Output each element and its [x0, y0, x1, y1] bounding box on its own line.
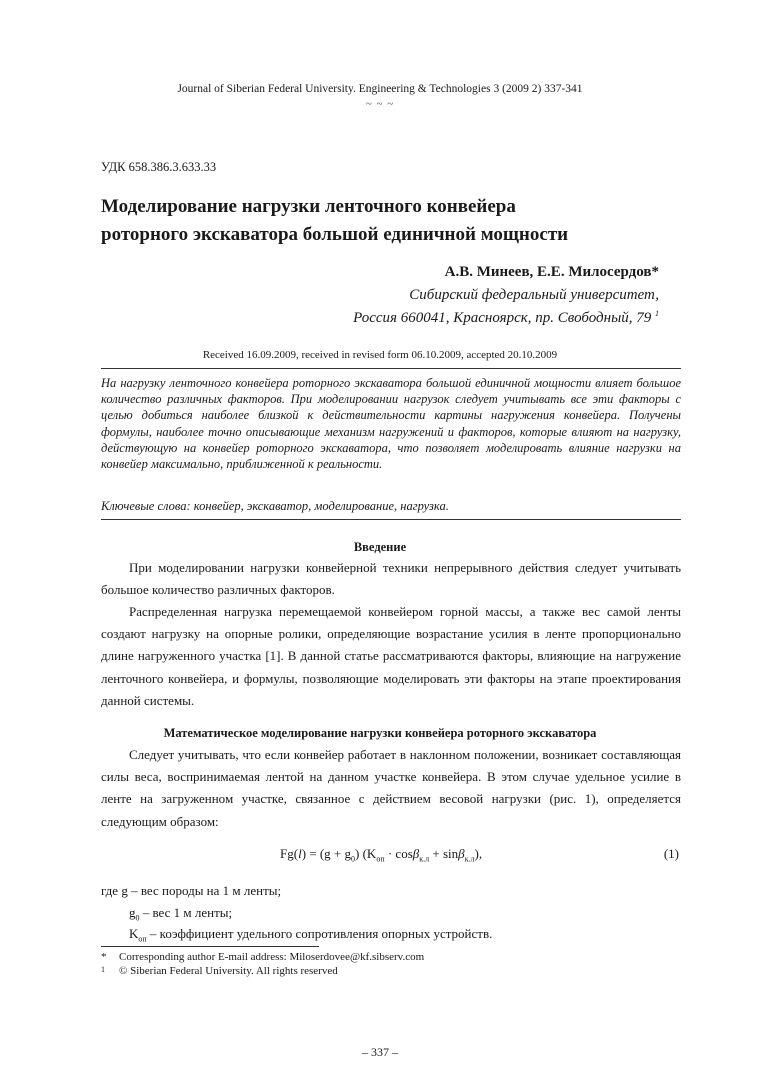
def-g0-sub: 0	[135, 913, 140, 923]
formula-1	[280, 846, 482, 864]
journal-header: Journal of Siberian Federal University. Engineering & Technologies 3 (2009 2) 337-341	[177, 83, 583, 95]
formula-sub-0: 0	[351, 854, 356, 864]
def-kon-text: – коэффициент удельного сопротивления опорных устройств.	[146, 926, 493, 941]
intro-heading: Введение	[353, 540, 407, 554]
authors: А.В. Минеев, Е.Е. Милосердов*	[444, 264, 659, 280]
formula-lhs: Fg(	[280, 846, 299, 861]
received-dates: Received 16.09.2009, received in revised form 06.10.2009, accepted 20.10.2009	[202, 349, 558, 361]
def-g0-text: – вес 1 м ленты;	[139, 905, 233, 920]
formula-beta-2: β	[458, 846, 465, 861]
udk-code: УДК 658.386.3.633.33	[101, 160, 217, 174]
formula-var-l: l	[298, 846, 302, 861]
intro-paragraph-2: Распределенная нагрузка перемещаемой конвейером горной массы, а также вес самой ленты создают нагрузку на опорные ролики, определяющие возрастание усилия в ленте пропорционально длине нагруженного участка [1]. В данной статье рассматриваются факторы, влияющие на нагружение ленточного конвейера, и формулы, позволяющие моделировать эти факторы на этапе проектирования данной системы.	[101, 604, 681, 708]
equation-number: (1)	[663, 846, 679, 861]
def-kon-symbol: K	[129, 926, 139, 941]
abstract-top-rule	[101, 368, 681, 369]
footnote-2	[101, 965, 338, 977]
abstract-bottom-rule	[101, 519, 681, 520]
formula-part-d: + sin	[429, 846, 459, 861]
affiliation-footnote-mark: 1	[655, 309, 659, 318]
footnote-rule	[101, 946, 319, 947]
article-title	[101, 193, 661, 249]
formula-part-e: ),	[474, 846, 483, 861]
definitions-lead: где	[101, 883, 122, 898]
title-line-2: роторного экскаватора большой единичной мощности	[101, 224, 569, 245]
definition-g	[101, 880, 281, 903]
formula-sub-kl-2: к.л	[464, 854, 475, 864]
affiliation-line-1: Сибирский федеральный университет,	[409, 287, 659, 303]
keywords: Ключевые слова: конвейер, экскаватор, моделирование, нагрузка.	[101, 499, 449, 513]
section-paragraph-1: Следует учитывать, что если конвейер работает в наклонном положении, возникает составляющая силы веса, воспринимаемая лентой на данном участке конвейера. В этом случае удельное усилие в ленте на загруженном участке, связанное с действием весовой нагрузки (рис. 1), определяется следующим образом:	[101, 747, 681, 829]
def-g-text: – вес породы на 1 м ленты;	[127, 883, 282, 898]
formula-beta-1: β	[412, 846, 420, 861]
affiliation-line-2	[353, 309, 659, 327]
intro-paragraph-1: При моделировании нагрузки конвейерной техники непрерывного действия следует учитывать большое количество различных факторов.	[101, 560, 681, 598]
section-heading: Математическое моделирование нагрузки конвейера роторного экскаватора	[163, 726, 597, 740]
formula-sub-on: оп	[376, 854, 385, 864]
formula-part-c: · cos	[384, 846, 413, 861]
def-g0-symbol: g	[129, 905, 136, 920]
footnote-2-mark: 1	[101, 965, 105, 974]
formula-part-b: ) (K	[355, 846, 377, 861]
footnote-2-text: © Siberian Federal University. All rights reserved	[119, 965, 338, 977]
footnote-1-mark: *	[101, 951, 107, 963]
footnote-1-text: Corresponding author E-mail address: Miloserdovee@kf.sibserv.com	[119, 951, 425, 963]
def-g-symbol: g	[121, 883, 128, 898]
abstract: На нагрузку ленточного конвейера роторного экскаватора большой единичной мощности влияет большое количество различных факторов. При моделировании нагрузок следует учитывать все эти факторы с целью добиться наиболее близкой к действительности картины нагружения конвейера. Получены формулы, наиболее точно описывающие механизм нагружений и факторов, которые влияют на нагрузку, действующую на конвейер роторного экскаватора, что позволяет моделировать влияние нагрузки на конвейер максимально, приближенной к реальности.	[101, 376, 681, 472]
affiliation-address: Россия 660041, Красноярск, пр. Свободный, 79	[353, 310, 655, 326]
page-number: – 337 –	[362, 1045, 398, 1059]
header-ornament: ~ ~ ~	[365, 98, 395, 110]
title-line-1: Моделирование нагрузки ленточного конвейера	[101, 196, 516, 217]
formula-part-a: ) = (g + g	[301, 846, 352, 861]
formula-sub-kl-1: к.л	[419, 854, 430, 864]
footnote-1	[101, 951, 424, 963]
def-kon-sub: оп	[138, 934, 147, 944]
